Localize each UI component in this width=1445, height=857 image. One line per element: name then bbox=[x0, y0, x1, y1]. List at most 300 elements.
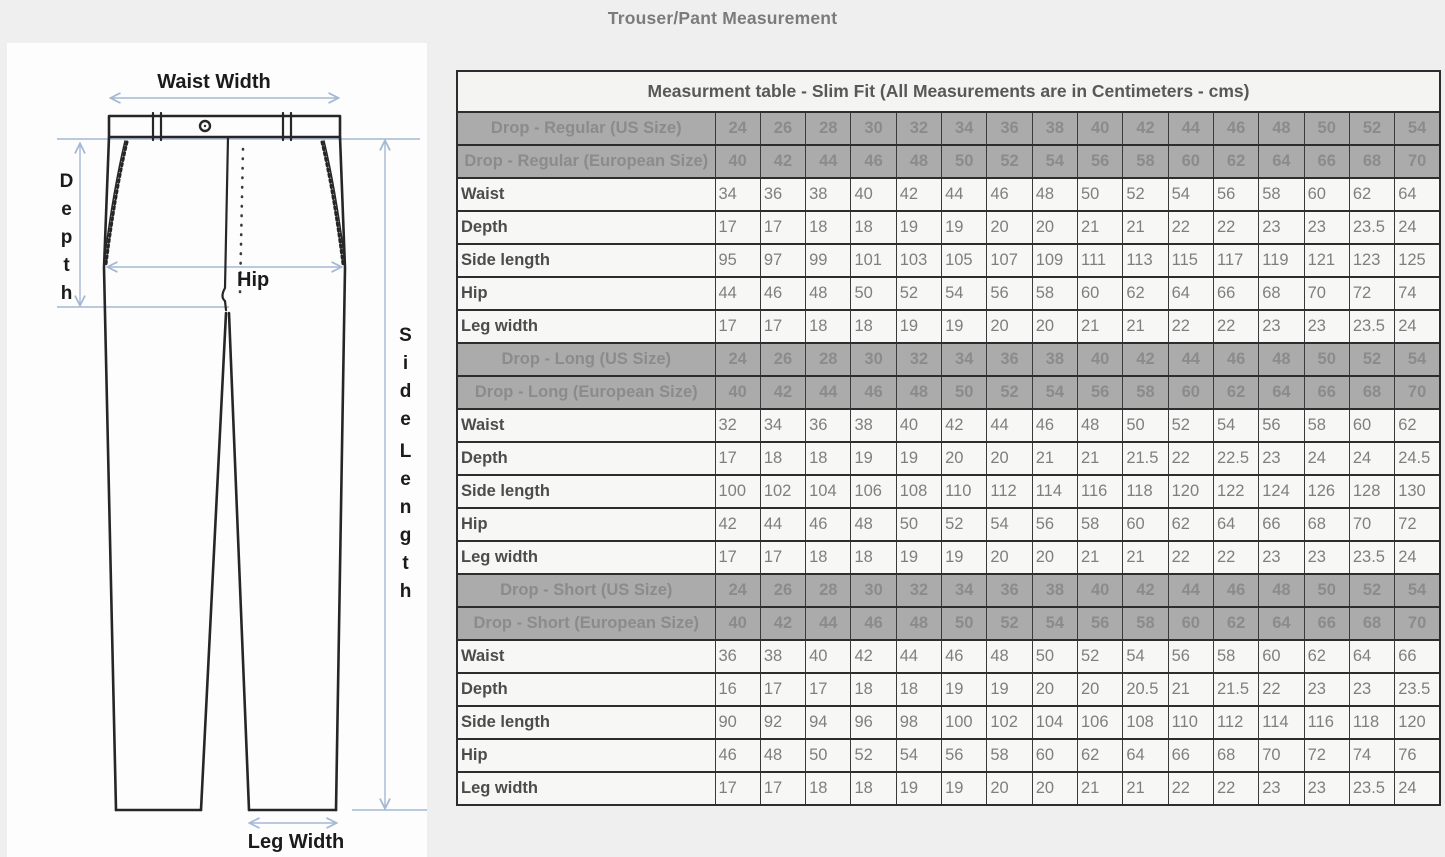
measure-value-cell: 24 bbox=[1395, 772, 1440, 805]
measure-value-cell: 122 bbox=[1213, 475, 1258, 508]
drop-eu-size-label: Drop - Regular (European Size) bbox=[457, 145, 715, 178]
measure-value-cell: 110 bbox=[1168, 706, 1213, 739]
eu-size-cell: 70 bbox=[1395, 376, 1440, 409]
measure-value-cell: 42 bbox=[851, 640, 896, 673]
measure-value-cell: 62 bbox=[1304, 640, 1349, 673]
measure-value-cell: 23 bbox=[1304, 310, 1349, 343]
measure-value-cell: 96 bbox=[851, 706, 896, 739]
waist-width-label: Waist Width bbox=[157, 71, 271, 93]
us-size-cell: 26 bbox=[760, 574, 805, 607]
measure-row-label: Leg width bbox=[457, 310, 715, 343]
trouser-diagram-panel bbox=[7, 43, 427, 857]
measure-row-label: Hip bbox=[457, 508, 715, 541]
measure-row bbox=[457, 277, 1440, 310]
measure-value-cell: 52 bbox=[1123, 178, 1168, 211]
measure-value-cell: 64 bbox=[1168, 277, 1213, 310]
measure-value-cell: 19 bbox=[896, 541, 941, 574]
measure-value-cell: 36 bbox=[760, 178, 805, 211]
measure-row bbox=[457, 640, 1440, 673]
us-size-cell: 46 bbox=[1213, 112, 1258, 145]
measure-row-label: Hip bbox=[457, 277, 715, 310]
us-size-cell: 36 bbox=[987, 343, 1032, 376]
measure-value-cell: 23 bbox=[1259, 211, 1304, 244]
measure-value-cell: 117 bbox=[1213, 244, 1258, 277]
section-header-row bbox=[457, 343, 1440, 376]
us-size-cell: 30 bbox=[851, 112, 896, 145]
measure-value-cell: 44 bbox=[896, 640, 941, 673]
measure-value-cell: 54 bbox=[1168, 178, 1213, 211]
measure-value-cell: 72 bbox=[1395, 508, 1440, 541]
measure-value-cell: 21 bbox=[1032, 442, 1077, 475]
measure-row-label: Side length bbox=[457, 475, 715, 508]
measure-value-cell: 54 bbox=[1213, 409, 1258, 442]
eu-size-cell: 54 bbox=[1032, 607, 1077, 640]
measure-value-cell: 58 bbox=[1032, 277, 1077, 310]
us-size-cell: 52 bbox=[1349, 343, 1394, 376]
measure-value-cell: 124 bbox=[1259, 475, 1304, 508]
us-size-cell: 44 bbox=[1168, 343, 1213, 376]
measure-value-cell: 48 bbox=[806, 277, 851, 310]
hip-label: Hip bbox=[237, 269, 270, 291]
measure-value-cell: 22 bbox=[1168, 442, 1213, 475]
measure-value-cell: 40 bbox=[806, 640, 851, 673]
measure-value-cell: 18 bbox=[760, 442, 805, 475]
eu-size-cell: 52 bbox=[987, 145, 1032, 178]
us-size-cell: 28 bbox=[806, 574, 851, 607]
measure-value-cell: 17 bbox=[760, 310, 805, 343]
eu-size-cell: 40 bbox=[715, 607, 760, 640]
measure-value-cell: 46 bbox=[987, 178, 1032, 211]
table-title: Measurment table - Slim Fit (All Measurements are in Centimeters - cms) bbox=[457, 71, 1440, 112]
us-size-cell: 48 bbox=[1259, 112, 1304, 145]
measure-value-cell: 118 bbox=[1123, 475, 1168, 508]
measure-value-cell: 66 bbox=[1213, 277, 1258, 310]
measure-value-cell: 36 bbox=[806, 409, 851, 442]
measure-value-cell: 22 bbox=[1213, 310, 1258, 343]
measure-row-label: Side length bbox=[457, 244, 715, 277]
eu-size-cell: 58 bbox=[1123, 145, 1168, 178]
measure-value-cell: 66 bbox=[1259, 508, 1304, 541]
measure-value-cell: 58 bbox=[1259, 178, 1304, 211]
measure-value-cell: 56 bbox=[1168, 640, 1213, 673]
measure-value-cell: 21 bbox=[1078, 772, 1123, 805]
us-size-cell: 38 bbox=[1032, 574, 1077, 607]
measure-value-cell: 18 bbox=[806, 310, 851, 343]
measure-value-cell: 62 bbox=[1349, 178, 1394, 211]
measure-value-cell: 21 bbox=[1123, 772, 1168, 805]
eu-size-cell: 64 bbox=[1259, 376, 1304, 409]
eu-size-cell: 58 bbox=[1123, 607, 1168, 640]
measure-value-cell: 19 bbox=[896, 310, 941, 343]
measure-value-cell: 104 bbox=[806, 475, 851, 508]
us-size-cell: 50 bbox=[1304, 112, 1349, 145]
measure-value-cell: 113 bbox=[1123, 244, 1168, 277]
measure-value-cell: 120 bbox=[1168, 475, 1213, 508]
us-size-cell: 40 bbox=[1078, 112, 1123, 145]
measure-value-cell: 112 bbox=[1213, 706, 1258, 739]
eu-size-cell: 62 bbox=[1213, 607, 1258, 640]
measure-value-cell: 102 bbox=[760, 475, 805, 508]
eu-size-cell: 42 bbox=[760, 145, 805, 178]
measure-value-cell: 98 bbox=[896, 706, 941, 739]
measure-value-cell: 60 bbox=[1349, 409, 1394, 442]
eu-size-cell: 62 bbox=[1213, 145, 1258, 178]
measure-value-cell: 20 bbox=[987, 442, 1032, 475]
measure-value-cell: 18 bbox=[806, 211, 851, 244]
measure-value-cell: 21 bbox=[1168, 673, 1213, 706]
measurement-table bbox=[456, 70, 1441, 806]
measure-value-cell: 19 bbox=[942, 310, 987, 343]
measure-value-cell: 19 bbox=[896, 211, 941, 244]
measure-value-cell: 50 bbox=[896, 508, 941, 541]
measure-value-cell: 68 bbox=[1213, 739, 1258, 772]
measure-value-cell: 20 bbox=[987, 772, 1032, 805]
measure-value-cell: 60 bbox=[1032, 739, 1077, 772]
measure-value-cell: 23 bbox=[1349, 673, 1394, 706]
measure-value-cell: 19 bbox=[987, 673, 1032, 706]
measure-value-cell: 18 bbox=[896, 673, 941, 706]
us-size-cell: 48 bbox=[1259, 574, 1304, 607]
measure-value-cell: 36 bbox=[715, 640, 760, 673]
measure-value-cell: 54 bbox=[987, 508, 1032, 541]
measure-value-cell: 52 bbox=[1078, 640, 1123, 673]
measure-value-cell: 108 bbox=[1123, 706, 1168, 739]
measure-row-label: Leg width bbox=[457, 772, 715, 805]
us-size-cell: 40 bbox=[1078, 574, 1123, 607]
measure-value-cell: 18 bbox=[851, 541, 896, 574]
measure-value-cell: 50 bbox=[1078, 178, 1123, 211]
measure-value-cell: 24 bbox=[1349, 442, 1394, 475]
measure-value-cell: 104 bbox=[1032, 706, 1077, 739]
measure-value-cell: 103 bbox=[896, 244, 941, 277]
measure-value-cell: 70 bbox=[1304, 277, 1349, 310]
measure-row-label: Hip bbox=[457, 739, 715, 772]
measure-value-cell: 62 bbox=[1168, 508, 1213, 541]
measure-value-cell: 20.5 bbox=[1123, 673, 1168, 706]
measure-value-cell: 22 bbox=[1168, 772, 1213, 805]
eu-size-cell: 68 bbox=[1349, 607, 1394, 640]
us-size-cell: 26 bbox=[760, 343, 805, 376]
depth-label: Depth bbox=[56, 171, 77, 311]
measure-value-cell: 20 bbox=[987, 541, 1032, 574]
us-size-cell: 44 bbox=[1168, 574, 1213, 607]
measure-value-cell: 20 bbox=[1032, 673, 1077, 706]
measure-row bbox=[457, 310, 1440, 343]
measure-value-cell: 17 bbox=[806, 673, 851, 706]
measure-value-cell: 40 bbox=[896, 409, 941, 442]
measure-value-cell: 20 bbox=[987, 211, 1032, 244]
measure-value-cell: 52 bbox=[851, 739, 896, 772]
section-header-row bbox=[457, 376, 1440, 409]
us-size-cell: 32 bbox=[896, 343, 941, 376]
measure-value-cell: 66 bbox=[1168, 739, 1213, 772]
eu-size-cell: 50 bbox=[942, 376, 987, 409]
measure-value-cell: 50 bbox=[806, 739, 851, 772]
measure-value-cell: 38 bbox=[851, 409, 896, 442]
measure-value-cell: 22 bbox=[1213, 211, 1258, 244]
us-size-cell: 32 bbox=[896, 574, 941, 607]
measure-value-cell: 24 bbox=[1304, 442, 1349, 475]
us-size-cell: 38 bbox=[1032, 343, 1077, 376]
measure-value-cell: 70 bbox=[1259, 739, 1304, 772]
table-title-row bbox=[457, 71, 1440, 112]
eu-size-cell: 44 bbox=[806, 607, 851, 640]
measure-value-cell: 18 bbox=[806, 772, 851, 805]
measure-value-cell: 21 bbox=[1078, 310, 1123, 343]
measure-value-cell: 22.5 bbox=[1213, 442, 1258, 475]
measure-value-cell: 20 bbox=[1032, 310, 1077, 343]
measure-value-cell: 18 bbox=[806, 442, 851, 475]
measure-value-cell: 22 bbox=[1168, 211, 1213, 244]
measure-value-cell: 22 bbox=[1213, 772, 1258, 805]
eu-size-cell: 46 bbox=[851, 376, 896, 409]
measure-row bbox=[457, 442, 1440, 475]
eu-size-cell: 54 bbox=[1032, 145, 1077, 178]
trouser-outline-drawing bbox=[7, 43, 427, 857]
measure-value-cell: 46 bbox=[806, 508, 851, 541]
us-size-cell: 26 bbox=[760, 112, 805, 145]
eu-size-cell: 62 bbox=[1213, 376, 1258, 409]
measure-value-cell: 42 bbox=[942, 409, 987, 442]
drop-eu-size-label: Drop - Short (European Size) bbox=[457, 607, 715, 640]
measure-value-cell: 120 bbox=[1395, 706, 1440, 739]
measure-value-cell: 22 bbox=[1259, 673, 1304, 706]
eu-size-cell: 60 bbox=[1168, 607, 1213, 640]
measure-value-cell: 52 bbox=[942, 508, 987, 541]
measure-value-cell: 21.5 bbox=[1123, 442, 1168, 475]
measure-value-cell: 52 bbox=[896, 277, 941, 310]
measure-value-cell: 42 bbox=[715, 508, 760, 541]
measure-value-cell: 18 bbox=[851, 211, 896, 244]
measure-value-cell: 19 bbox=[942, 772, 987, 805]
measure-value-cell: 101 bbox=[851, 244, 896, 277]
measure-value-cell: 46 bbox=[942, 640, 987, 673]
measure-value-cell: 48 bbox=[1032, 178, 1077, 211]
us-size-cell: 30 bbox=[851, 343, 896, 376]
eu-size-cell: 68 bbox=[1349, 145, 1394, 178]
measure-value-cell: 34 bbox=[715, 178, 760, 211]
us-size-cell: 54 bbox=[1395, 574, 1440, 607]
measure-value-cell: 23 bbox=[1259, 310, 1304, 343]
us-size-cell: 42 bbox=[1123, 574, 1168, 607]
measure-value-cell: 92 bbox=[760, 706, 805, 739]
measure-value-cell: 105 bbox=[942, 244, 987, 277]
us-size-cell: 34 bbox=[942, 574, 987, 607]
measure-value-cell: 114 bbox=[1259, 706, 1304, 739]
measure-value-cell: 17 bbox=[715, 442, 760, 475]
measure-value-cell: 58 bbox=[987, 739, 1032, 772]
eu-size-cell: 44 bbox=[806, 376, 851, 409]
us-size-cell: 38 bbox=[1032, 112, 1077, 145]
measure-value-cell: 21 bbox=[1123, 211, 1168, 244]
measure-value-cell: 100 bbox=[942, 706, 987, 739]
section-header-row bbox=[457, 112, 1440, 145]
measure-value-cell: 21 bbox=[1123, 541, 1168, 574]
measure-value-cell: 62 bbox=[1078, 739, 1123, 772]
measure-value-cell: 20 bbox=[1032, 541, 1077, 574]
us-size-cell: 42 bbox=[1123, 343, 1168, 376]
us-size-cell: 46 bbox=[1213, 343, 1258, 376]
measure-value-cell: 64 bbox=[1349, 640, 1394, 673]
eu-size-cell: 42 bbox=[760, 376, 805, 409]
measure-row bbox=[457, 508, 1440, 541]
measure-value-cell: 21 bbox=[1078, 211, 1123, 244]
measure-value-cell: 64 bbox=[1123, 739, 1168, 772]
measure-value-cell: 23 bbox=[1304, 211, 1349, 244]
measure-value-cell: 60 bbox=[1078, 277, 1123, 310]
measure-row-label: Waist bbox=[457, 178, 715, 211]
measure-value-cell: 17 bbox=[760, 673, 805, 706]
measure-value-cell: 23.5 bbox=[1349, 310, 1394, 343]
measure-value-cell: 56 bbox=[1032, 508, 1077, 541]
measure-value-cell: 118 bbox=[1349, 706, 1394, 739]
eu-size-cell: 42 bbox=[760, 607, 805, 640]
measure-value-cell: 19 bbox=[851, 442, 896, 475]
eu-size-cell: 50 bbox=[942, 607, 987, 640]
measure-value-cell: 46 bbox=[1032, 409, 1077, 442]
measure-value-cell: 108 bbox=[896, 475, 941, 508]
eu-size-cell: 46 bbox=[851, 145, 896, 178]
measure-value-cell: 42 bbox=[896, 178, 941, 211]
leg-width-label: Leg Width bbox=[247, 831, 345, 853]
eu-size-cell: 50 bbox=[942, 145, 987, 178]
measure-value-cell: 48 bbox=[1078, 409, 1123, 442]
measure-value-cell: 17 bbox=[760, 541, 805, 574]
eu-size-cell: 46 bbox=[851, 607, 896, 640]
measure-value-cell: 18 bbox=[806, 541, 851, 574]
measure-value-cell: 24.5 bbox=[1395, 442, 1440, 475]
measure-value-cell: 23.5 bbox=[1395, 673, 1440, 706]
eu-size-cell: 56 bbox=[1078, 376, 1123, 409]
measure-value-cell: 48 bbox=[760, 739, 805, 772]
eu-size-cell: 48 bbox=[896, 145, 941, 178]
measure-value-cell: 106 bbox=[1078, 706, 1123, 739]
eu-size-cell: 70 bbox=[1395, 145, 1440, 178]
measure-value-cell: 100 bbox=[715, 475, 760, 508]
measure-value-cell: 99 bbox=[806, 244, 851, 277]
measure-value-cell: 17 bbox=[760, 772, 805, 805]
measure-value-cell: 44 bbox=[942, 178, 987, 211]
us-size-cell: 44 bbox=[1168, 112, 1213, 145]
measure-value-cell: 56 bbox=[942, 739, 987, 772]
us-size-cell: 48 bbox=[1259, 343, 1304, 376]
section-header-row bbox=[457, 607, 1440, 640]
measure-value-cell: 50 bbox=[851, 277, 896, 310]
eu-size-cell: 52 bbox=[987, 607, 1032, 640]
measure-value-cell: 44 bbox=[760, 508, 805, 541]
measure-value-cell: 56 bbox=[1213, 178, 1258, 211]
measure-value-cell: 20 bbox=[987, 310, 1032, 343]
eu-size-cell: 54 bbox=[1032, 376, 1077, 409]
measure-value-cell: 20 bbox=[1032, 211, 1077, 244]
measure-row-label: Depth bbox=[457, 442, 715, 475]
measure-row bbox=[457, 211, 1440, 244]
measure-value-cell: 128 bbox=[1349, 475, 1394, 508]
measure-value-cell: 21.5 bbox=[1213, 673, 1258, 706]
measure-value-cell: 123 bbox=[1349, 244, 1394, 277]
eu-size-cell: 66 bbox=[1304, 376, 1349, 409]
measure-value-cell: 46 bbox=[715, 739, 760, 772]
us-size-cell: 24 bbox=[715, 574, 760, 607]
eu-size-cell: 64 bbox=[1259, 607, 1304, 640]
us-size-cell: 34 bbox=[942, 343, 987, 376]
us-size-cell: 32 bbox=[896, 112, 941, 145]
measure-value-cell: 60 bbox=[1304, 178, 1349, 211]
measure-value-cell: 24 bbox=[1395, 310, 1440, 343]
eu-size-cell: 66 bbox=[1304, 607, 1349, 640]
measure-value-cell: 116 bbox=[1078, 475, 1123, 508]
measure-value-cell: 48 bbox=[851, 508, 896, 541]
measurement-table-container bbox=[456, 70, 1441, 806]
measure-value-cell: 24 bbox=[1395, 541, 1440, 574]
measure-value-cell: 17 bbox=[715, 310, 760, 343]
measure-value-cell: 125 bbox=[1395, 244, 1440, 277]
measure-value-cell: 74 bbox=[1395, 277, 1440, 310]
measure-value-cell: 23.5 bbox=[1349, 772, 1394, 805]
measure-value-cell: 22 bbox=[1168, 541, 1213, 574]
measure-row bbox=[457, 739, 1440, 772]
measure-row bbox=[457, 673, 1440, 706]
measure-value-cell: 64 bbox=[1395, 178, 1440, 211]
measure-value-cell: 76 bbox=[1395, 739, 1440, 772]
eu-size-cell: 48 bbox=[896, 376, 941, 409]
eu-size-cell: 52 bbox=[987, 376, 1032, 409]
measure-value-cell: 115 bbox=[1168, 244, 1213, 277]
measure-value-cell: 20 bbox=[1032, 772, 1077, 805]
us-size-cell: 28 bbox=[806, 112, 851, 145]
measure-value-cell: 97 bbox=[760, 244, 805, 277]
measure-value-cell: 48 bbox=[987, 640, 1032, 673]
measure-row bbox=[457, 409, 1440, 442]
measure-value-cell: 21 bbox=[1123, 310, 1168, 343]
measure-value-cell: 64 bbox=[1213, 508, 1258, 541]
measure-row-label: Depth bbox=[457, 211, 715, 244]
eu-size-cell: 44 bbox=[806, 145, 851, 178]
measure-value-cell: 19 bbox=[896, 772, 941, 805]
measure-value-cell: 95 bbox=[715, 244, 760, 277]
measure-value-cell: 107 bbox=[987, 244, 1032, 277]
measure-value-cell: 18 bbox=[851, 310, 896, 343]
measure-row bbox=[457, 706, 1440, 739]
measure-value-cell: 23.5 bbox=[1349, 211, 1394, 244]
us-size-cell: 28 bbox=[806, 343, 851, 376]
side-length-label-side: Side bbox=[395, 325, 416, 437]
us-size-cell: 36 bbox=[987, 574, 1032, 607]
measure-value-cell: 102 bbox=[987, 706, 1032, 739]
eu-size-cell: 56 bbox=[1078, 607, 1123, 640]
us-size-cell: 24 bbox=[715, 343, 760, 376]
measure-value-cell: 54 bbox=[896, 739, 941, 772]
measure-value-cell: 66 bbox=[1395, 640, 1440, 673]
measure-value-cell: 62 bbox=[1395, 409, 1440, 442]
measure-value-cell: 18 bbox=[851, 673, 896, 706]
measure-row-label: Waist bbox=[457, 409, 715, 442]
measure-value-cell: 23 bbox=[1304, 541, 1349, 574]
us-size-cell: 52 bbox=[1349, 112, 1394, 145]
us-size-cell: 30 bbox=[851, 574, 896, 607]
measure-value-cell: 21 bbox=[1078, 541, 1123, 574]
eu-size-cell: 70 bbox=[1395, 607, 1440, 640]
measure-value-cell: 17 bbox=[715, 541, 760, 574]
us-size-cell: 54 bbox=[1395, 343, 1440, 376]
measure-value-cell: 17 bbox=[715, 211, 760, 244]
side-length-label-length: Length bbox=[395, 441, 416, 609]
eu-size-cell: 68 bbox=[1349, 376, 1394, 409]
measure-value-cell: 72 bbox=[1304, 739, 1349, 772]
measure-value-cell: 68 bbox=[1304, 508, 1349, 541]
measure-value-cell: 23 bbox=[1259, 772, 1304, 805]
measure-row bbox=[457, 475, 1440, 508]
